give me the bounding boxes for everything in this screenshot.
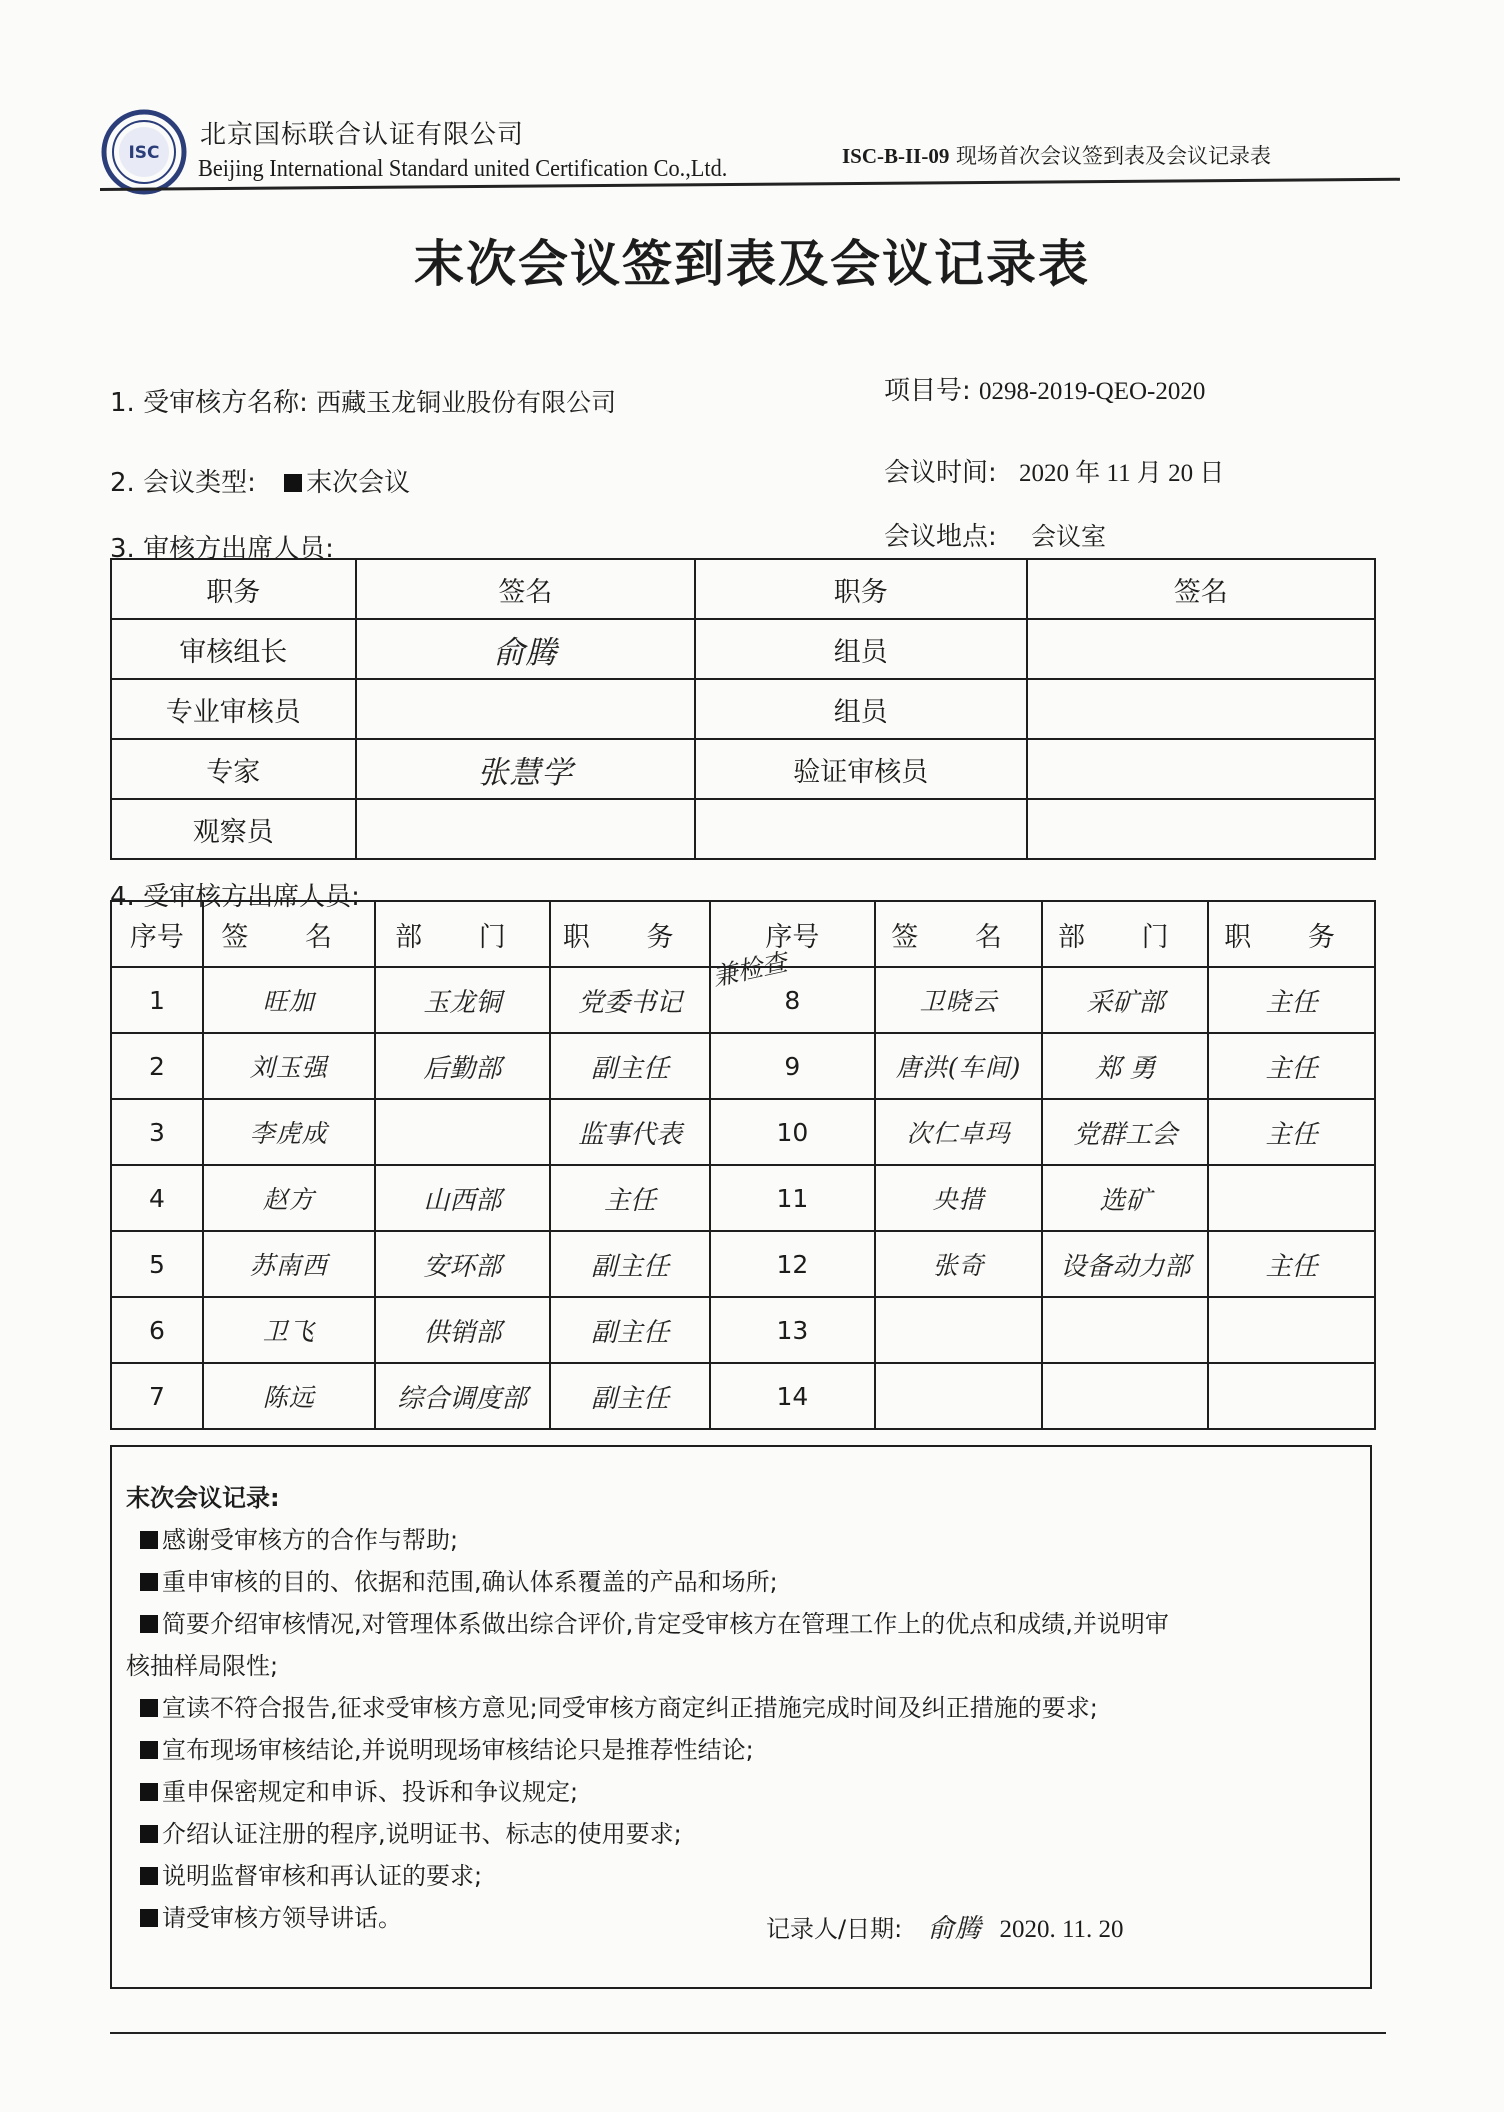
department-cell: 山西部: [375, 1165, 551, 1231]
row-number: 2: [111, 1033, 203, 1099]
company-name-cn: 北京国标联合认证有限公司: [200, 120, 525, 150]
table-row: [111, 619, 1375, 679]
role-cell: 验证审核员: [695, 739, 1026, 799]
department-cell: [375, 1099, 551, 1165]
department-cell: 郑 勇: [1042, 1033, 1208, 1099]
row-number: 3: [111, 1099, 203, 1165]
isc-logo: [100, 108, 188, 196]
role-cell: 专业审核员: [111, 679, 356, 739]
department-cell: 采矿部: [1042, 967, 1208, 1033]
header-signature: 签名: [356, 559, 695, 619]
role-cell: 专家: [111, 739, 356, 799]
row-number: 12: [710, 1231, 875, 1297]
form-code-name: 现场首次会议签到表及会议记录表: [956, 144, 1272, 168]
project-number: 0298-2019-QEO-2020: [979, 378, 1206, 405]
signature-cell: [356, 679, 695, 739]
checked-box-icon: [140, 1783, 158, 1801]
signature-cell: 卫飞: [203, 1297, 375, 1363]
position-cell: [1208, 1165, 1375, 1231]
auditee-name: 西藏玉龙铜业股份有限公司: [316, 388, 617, 417]
record-title: 末次会议记录:: [126, 1484, 280, 1512]
row-number: 14: [710, 1363, 875, 1429]
record-item: [140, 1688, 1098, 1723]
row-number: 4: [111, 1165, 203, 1231]
row-number: 9: [710, 1033, 875, 1099]
table-row: [111, 739, 1375, 799]
record-item-text: 介绍认证注册的程序,说明证书、标志的使用要求;: [162, 1820, 682, 1848]
company-name-en: Beijing International Standard united Certification Co.,Ltd.: [198, 156, 728, 182]
row-number: 13: [710, 1297, 875, 1363]
department-cell: [1042, 1363, 1208, 1429]
table-row: [111, 1165, 1375, 1231]
header-role: 职务: [695, 559, 1026, 619]
signature-cell: 张奇: [875, 1231, 1043, 1297]
checked-box-icon: [140, 1825, 158, 1843]
table-row: [111, 1231, 1375, 1297]
recorder-line: [766, 1908, 1124, 1945]
row-number: 10: [710, 1099, 875, 1165]
header-name: 签 名: [875, 901, 1043, 967]
header-dept: 部 门: [375, 901, 551, 967]
meeting-place-line: [884, 516, 1106, 553]
position-cell: 监事代表: [550, 1099, 710, 1165]
form-code: [842, 140, 1271, 170]
signature-cell: [1027, 679, 1375, 739]
row-number: 5: [111, 1231, 203, 1297]
record-item-text: 宣读不符合报告,征求受审核方意见;同受审核方商定纠正措施完成时间及纠正措施的要求;: [162, 1694, 1098, 1722]
row-number: 11: [710, 1165, 875, 1231]
position-cell: 主任: [1208, 967, 1375, 1033]
meeting-time-line: [884, 452, 1224, 489]
signature-cell: [1027, 799, 1375, 859]
department-cell: 设备动力部: [1042, 1231, 1208, 1297]
checked-box-icon: [140, 1867, 158, 1885]
form-code-number: ISC-B-II-09: [842, 144, 950, 168]
checked-box-icon: [140, 1573, 158, 1591]
signature-cell: [875, 1363, 1043, 1429]
position-cell: 主任: [550, 1165, 710, 1231]
table-row: [111, 1297, 1375, 1363]
record-item: [140, 1898, 402, 1933]
record-item-text: 重申保密规定和申诉、投诉和争议规定;: [162, 1778, 579, 1806]
role-cell: 组员: [695, 619, 1026, 679]
record-item-text: 说明监督审核和再认证的要求;: [162, 1862, 483, 1890]
footer-divider: [110, 2032, 1386, 2034]
department-cell: [1042, 1297, 1208, 1363]
record-item-text: 重申审核的目的、依据和范围,确认体系覆盖的产品和场所;: [162, 1568, 778, 1596]
signature-cell: 李虎成: [203, 1099, 375, 1165]
record-item: [140, 1730, 754, 1765]
record-item-text: 简要介绍审核情况,对管理体系做出综合评价,肯定受审核方在管理工作上的优点和成绩,并说明审: [162, 1610, 1169, 1638]
signature-cell: 苏南西: [203, 1231, 375, 1297]
document-title: 末次会议签到表及会议记录表: [414, 235, 1090, 293]
checked-box-icon: [140, 1741, 158, 1759]
record-item-text: 请受审核方领导讲话。: [162, 1904, 402, 1932]
signature-cell: 刘玉强: [203, 1033, 375, 1099]
signature-cell: 唐洪(车间): [875, 1033, 1043, 1099]
checked-box-icon: [284, 474, 302, 492]
position-cell: 主任: [1208, 1231, 1375, 1297]
position-cell: [1208, 1297, 1375, 1363]
meeting-time: 2020 年 11 月 20 日: [1019, 460, 1225, 487]
table-row: [111, 1099, 1375, 1165]
checked-box-icon: [140, 1531, 158, 1549]
table-row: [111, 679, 1375, 739]
department-cell: 安环部: [375, 1231, 551, 1297]
department-cell: 党群工会: [1042, 1099, 1208, 1165]
signature-cell: 赵方: [203, 1165, 375, 1231]
header-name: 签 名: [203, 901, 375, 967]
record-item: [140, 1814, 682, 1849]
header-title: 职 务: [1208, 901, 1375, 967]
role-cell: 审核组长: [111, 619, 356, 679]
signature-cell: 陈远: [203, 1363, 375, 1429]
record-item: [140, 1772, 578, 1807]
department-cell: 后勤部: [375, 1033, 551, 1099]
record-item: [140, 1520, 458, 1555]
record-item-continuation: 核抽样局限性;: [126, 1652, 279, 1680]
margin-note: 兼检查: [710, 947, 790, 992]
recorder-label: 记录人/日期:: [766, 1915, 903, 1943]
signature-cell: [1027, 619, 1375, 679]
meeting-time-label: 会议时间:: [884, 458, 997, 488]
logo-text: ISC: [128, 143, 160, 163]
header-role: 职务: [111, 559, 356, 619]
position-cell: 主任: [1208, 1099, 1375, 1165]
record-item: [140, 1856, 482, 1891]
table-row: [111, 799, 1375, 859]
auditee-line: [110, 382, 616, 419]
position-cell: 副主任: [550, 1363, 710, 1429]
signature-cell: 卫晓云: [875, 967, 1043, 1033]
record-item: [140, 1562, 778, 1597]
meeting-place-label: 会议地点:: [884, 522, 997, 552]
role-cell: [695, 799, 1026, 859]
record-item: [140, 1604, 1169, 1639]
checked-box-icon: [140, 1615, 158, 1633]
signature-cell: [1027, 739, 1375, 799]
auditee-label: 1. 受审核方名称:: [110, 388, 308, 418]
header-no: 序号: [111, 901, 203, 967]
row-number: 8: [710, 967, 875, 1033]
signature-cell: 次仁卓玛: [875, 1099, 1043, 1165]
row-number: 6: [111, 1297, 203, 1363]
project-line: [884, 370, 1205, 407]
meeting-type-line: [110, 462, 410, 499]
signature-cell: 张慧学: [356, 739, 695, 799]
role-cell: 观察员: [111, 799, 356, 859]
recorder-date: 2020. 11. 20: [999, 1916, 1124, 1943]
auditor-attendance-table: [110, 558, 1376, 860]
meeting-type: 末次会议: [306, 468, 411, 498]
department-cell: 选矿: [1042, 1165, 1208, 1231]
project-label: 项目号:: [884, 376, 971, 406]
recorder-signature: 俞腾: [927, 1914, 982, 1944]
position-cell: 主任: [1208, 1033, 1375, 1099]
signature-cell: 旺加: [203, 967, 375, 1033]
role-cell: 组员: [695, 679, 1026, 739]
row-number: 7: [111, 1363, 203, 1429]
table-row: [111, 1033, 1375, 1099]
position-cell: 副主任: [550, 1033, 710, 1099]
record-item-text: 感谢受审核方的合作与帮助;: [162, 1526, 459, 1554]
position-cell: 党委书记: [550, 967, 710, 1033]
auditee-section-label: 4. 受审核方出席人员:: [110, 882, 360, 912]
department-cell: 供销部: [375, 1297, 551, 1363]
row-number: 1: [111, 967, 203, 1033]
auditor-section-label: 3. 审核方出席人员:: [110, 534, 334, 564]
signature-cell: [356, 799, 695, 859]
checked-box-icon: [140, 1909, 158, 1927]
position-cell: 副主任: [550, 1231, 710, 1297]
record-item-text: 宣布现场审核结论,并说明现场审核结论只是推荐性结论;: [162, 1736, 754, 1764]
department-cell: 综合调度部: [375, 1363, 551, 1429]
table-row: [111, 1363, 1375, 1429]
meeting-type-label: 2. 会议类型:: [110, 468, 256, 498]
header-signature: 签名: [1027, 559, 1375, 619]
header-no: 序号: [710, 901, 875, 967]
signature-cell: [875, 1297, 1043, 1363]
meeting-place: 会议室: [1031, 522, 1107, 551]
header-title: 职 务: [550, 901, 710, 967]
checked-box-icon: [140, 1699, 158, 1717]
auditee-rows: [111, 967, 1375, 1429]
position-cell: [1208, 1363, 1375, 1429]
signature-cell: 央措: [875, 1165, 1043, 1231]
header-dept: 部 门: [1042, 901, 1208, 967]
signature-cell: 俞腾: [356, 619, 695, 679]
department-cell: 玉龙铜: [375, 967, 551, 1033]
position-cell: 副主任: [550, 1297, 710, 1363]
table-header-row: [111, 559, 1375, 619]
